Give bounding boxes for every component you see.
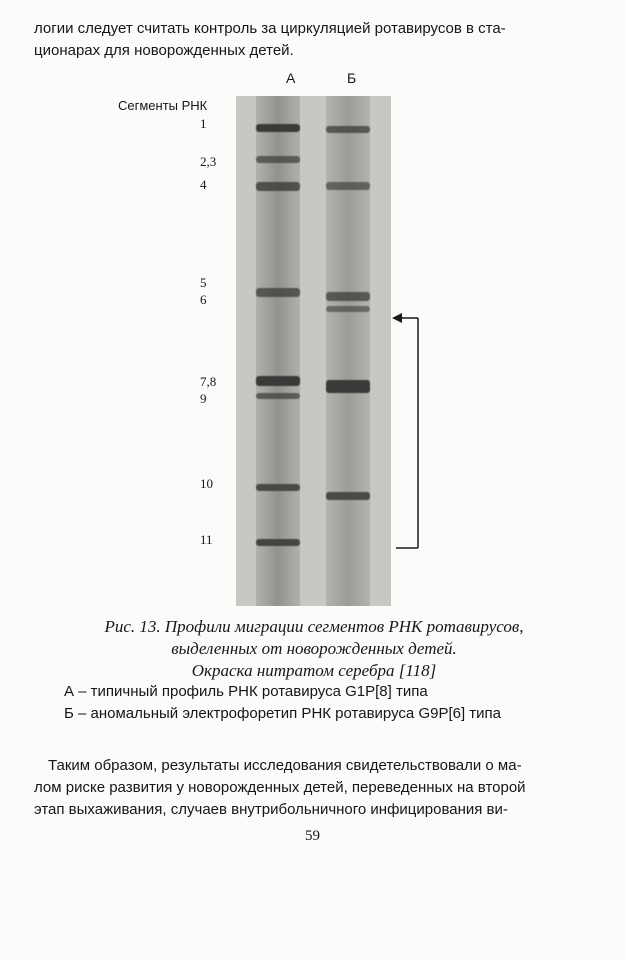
lane-b	[326, 96, 370, 606]
page-number: 59	[305, 828, 320, 844]
band	[326, 292, 370, 301]
band	[256, 182, 300, 191]
conclusion-paragraph	[34, 755, 594, 821]
figure-caption-title: Рис. 13. Профили миграции сегментов РНК ротавирусов,	[104, 617, 524, 636]
legend-item-b: Б – аномальный электрофоретип РНК ротавируса G9P[6] типа	[64, 705, 502, 722]
bracket-arrow	[390, 300, 430, 560]
segment-label-7-8: 7,8	[200, 374, 217, 389]
gel-image	[236, 96, 391, 606]
text-line: ционарах для новорожденных детей.	[34, 42, 294, 59]
legend-item-a: А – типичный профиль РНК ротавируса G1P[8] типа	[64, 683, 428, 700]
band	[256, 124, 300, 132]
band	[256, 393, 300, 399]
text-line: Таким образом, результаты исследования свидетельствовали о ма-	[48, 757, 522, 774]
segment-label-6: 6	[200, 292, 207, 307]
band	[256, 484, 300, 491]
segment-label-1: 1	[200, 116, 207, 131]
segment-label-10: 10	[200, 476, 213, 491]
band	[326, 492, 370, 500]
segments-title: Сегменты РНК	[118, 98, 208, 113]
figure-caption-line: Окраска нитратом серебра [118]	[191, 661, 437, 680]
band	[256, 156, 300, 163]
text-line: этап выхаживания, случаев внутрибольничного инфицирования ви-	[34, 801, 508, 818]
top-paragraph	[34, 18, 594, 62]
band	[256, 288, 300, 297]
band	[326, 182, 370, 190]
text-line: лом риске развития у новорожденных детей, переведенных на второй	[34, 779, 526, 796]
text-line: логии следует считать контроль за циркуляцией ротавирусов в ста-	[34, 20, 506, 37]
band	[256, 539, 300, 546]
band	[326, 306, 370, 312]
band	[326, 126, 370, 133]
segment-label-4: 4	[200, 177, 207, 192]
figure-caption-line: выделенных от новорожденных детей.	[171, 639, 457, 658]
segment-label-2-3: 2,3	[200, 154, 217, 169]
segment-label-11: 11	[200, 532, 213, 547]
segment-label-9: 9	[200, 391, 207, 406]
band	[256, 376, 300, 386]
lane-a-label: А	[286, 70, 296, 86]
segment-label-5: 5	[200, 275, 207, 290]
lane-b-label: Б	[347, 70, 357, 86]
band	[326, 380, 370, 393]
lane-a	[256, 96, 300, 606]
